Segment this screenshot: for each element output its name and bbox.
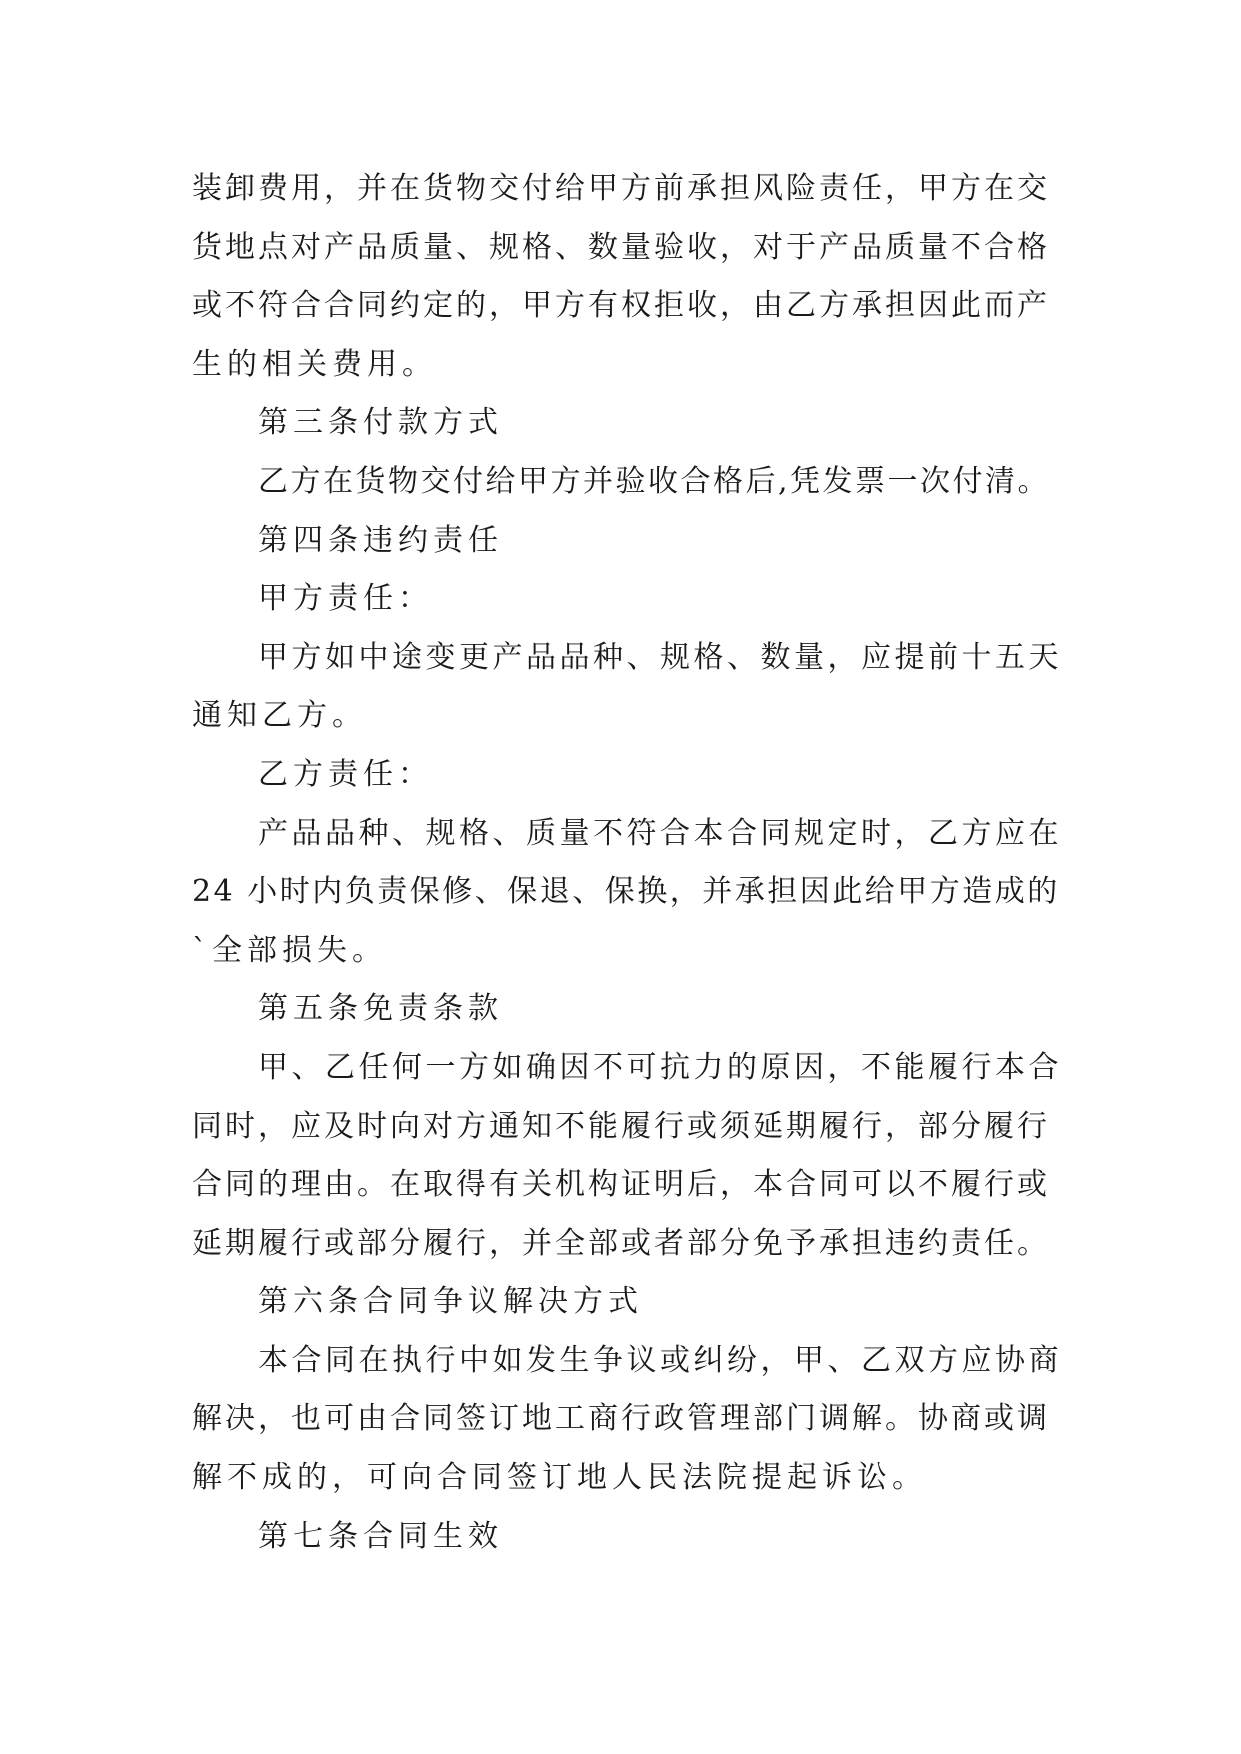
subheading-party-a: 甲方责任：: [258, 581, 433, 617]
section-heading-exemption: 第五条免责条款: [258, 991, 503, 1027]
text-line-4: 生的相关费用。: [192, 346, 437, 382]
text-line-14: `全部损失。: [192, 932, 387, 968]
section-heading-payment: 第三条付款方式: [258, 405, 503, 441]
text-line-22: 解决，也可由合同签订地工商行政管理部门调解。协商或调: [192, 1401, 1050, 1437]
text-line-17: 同时，应及时向对方通知不能履行或须延期履行，部分履行: [192, 1108, 1050, 1144]
text-line-23: 解不成的，可向合同签订地人民法院提起诉讼。: [192, 1460, 927, 1496]
text-line-21: 本合同在执行中如发生争议或纠纷，甲、乙双方应协商: [258, 1342, 1062, 1378]
text-line-19: 延期履行或部分履行，并全部或者部分免予承担违约责任。: [192, 1225, 1050, 1261]
text-line-6: 乙方在货物交付给甲方并验收合格后,凭发票一次付清。: [258, 463, 1051, 499]
text-line-13: 24 小时内负责保修、保退、保换，并承担因此给甲方造成的: [192, 874, 1060, 910]
section-heading-effect: 第七条合同生效: [258, 1518, 503, 1554]
contract-body: [192, 160, 1062, 1566]
text-line-2: 货地点对产品质量、规格、数量验收，对于产品质量不合格: [192, 229, 1050, 265]
section-heading-liability: 第四条违约责任: [258, 522, 503, 558]
text-line-12: 产品品种、规格、质量不符合本合同规定时，乙方应在: [258, 815, 1062, 851]
text-line-1: 装卸费用，并在货物交付给甲方前承担风险责任，甲方在交: [192, 171, 1050, 206]
text-line-10: 通知乙方。: [192, 698, 367, 734]
text-line-18: 合同的理由。在取得有关机构证明后，本合同可以不履行或: [192, 1167, 1050, 1203]
text-line-9: 甲方如中途变更产品品种、规格、数量，应提前十五天: [258, 639, 1062, 675]
text-line-16: 甲、乙任何一方如确因不可抗力的原因，不能履行本合: [258, 1049, 1062, 1085]
section-heading-dispute: 第六条合同争议解决方式: [258, 1284, 643, 1320]
subheading-party-b: 乙方责任：: [258, 756, 433, 792]
text-line-3: 或不符合合同约定的，甲方有权拒收，由乙方承担因此而产: [192, 288, 1050, 324]
